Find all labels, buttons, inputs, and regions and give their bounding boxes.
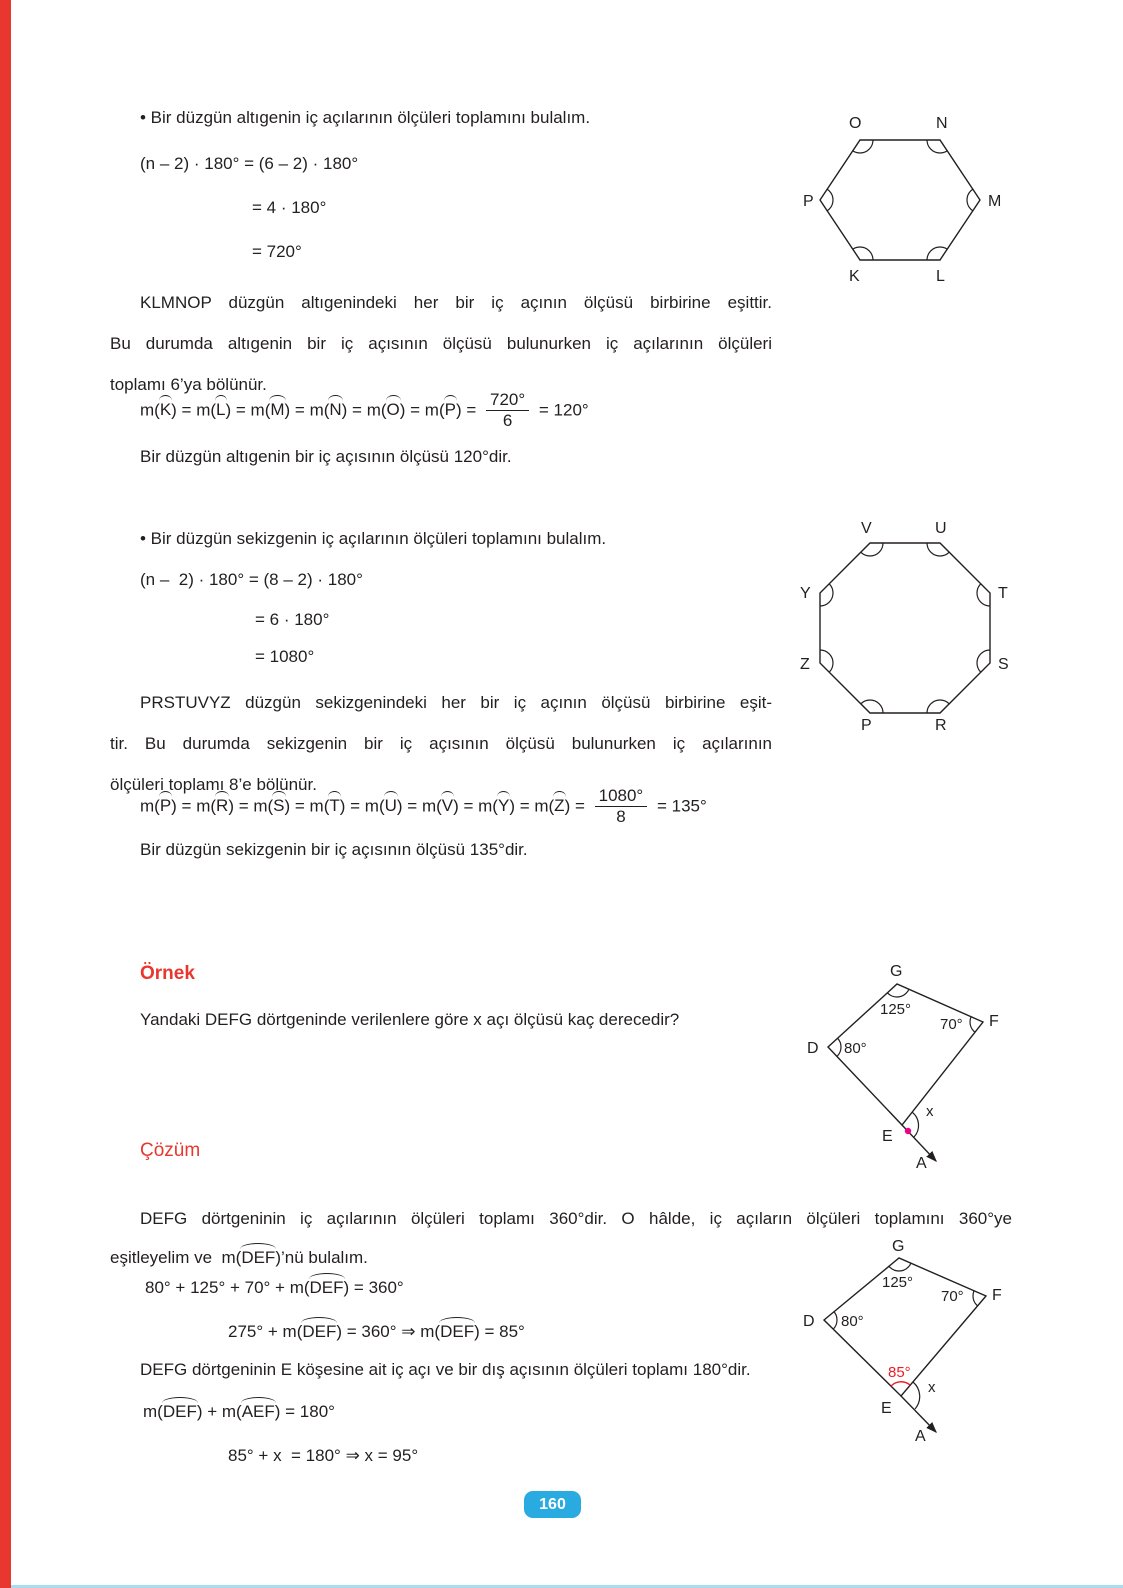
exterior-angle-arc-x [912,1112,919,1137]
quad-vertex-label-A: A [916,1155,927,1172]
point-marker-dot [905,1128,911,1134]
quad-vertex-label-F: F [992,1287,1002,1304]
hexagon-paragraph-line-2: Bu durumda altıgenin bir iç açısının ölçüsü bulunurken iç açılarının ölçüleri [110,334,772,353]
octagon-figure [798,518,1013,733]
hexagon-vertex-label-P: P [803,193,814,210]
octagon-paragraph-line-3: ölçüleri toplamı 8’e bölünür. [110,775,317,794]
solution-eq-3: m(DEF) + m(AEF) = 180° [143,1402,335,1421]
cozum-heading: Çözüm [140,1140,201,1161]
quad-vertex-label-E: E [882,1128,893,1145]
hexagon-shape [820,140,980,260]
hexagon-angle-formula: m(K) = m(L) = m(M) = m(N) = m(O) = m(P) = $\frac{720^\circ}{6}$ = 120° [140,390,589,431]
quad-vertex-label-G: G [892,1238,905,1255]
solution-eq-1: 80° + 125° + 70° + m(DEF) = 360° [145,1278,404,1297]
hexagon-paragraph-line-1: KLMNOP düzgün altıgenindeki her bir iç açının ölçüsü birbirine eşittir. [140,293,772,312]
hexagon-conclusion: Bir düzgün altıgenin bir iç açısının ölçüsü 120°dir. [140,447,512,466]
octagon-vertex-label-Y: Y [800,585,811,602]
angle-label-D: 80° [841,1313,864,1330]
octagon-paragraph-line-2: tir. Bu durumda sekizgenin bir iç açısının ölçüsü bulunurken iç açılarının [110,734,772,753]
hexagon-vertex-label-M: M [988,193,1002,210]
hexagon-bullet: • Bir düzgün altıgenin iç açılarının ölçüleri toplamını bulalım. [140,108,591,127]
hexagon-vertex-label-N: N [936,115,948,132]
hexagon-vertex-label-K: K [849,268,860,285]
hexagon-step-1: (n – 2) · 180° = (6 – 2) · 180° [140,154,359,173]
quad-vertex-label-D: D [803,1313,815,1330]
page-number-badge: 160 [524,1491,581,1518]
interior-angle-arc-85 [891,1382,910,1386]
octagon-bullet: • Bir düzgün sekizgenin iç açılarının ölçüleri toplamını bulalım. [140,529,607,548]
octagon-vertex-label-V: V [861,520,872,537]
angle-label-D: 80° [844,1040,867,1057]
angle-label-F: 70° [940,1016,963,1033]
angle-label-E-85: 85° [888,1364,911,1381]
example-figure [798,962,1013,1187]
hexagon-angle-arcs [807,127,993,273]
solution-paragraph-line-1: DEFG dörtgeninin iç açılarının ölçüleri toplamı 360°dir. O hâlde, iç açıların ölçüleri toplamını 360°ye [140,1209,1012,1228]
angle-label-F: 70° [941,1288,964,1305]
quad-vertex-label-G: G [890,963,903,980]
hexagon-step-3: = 720° [252,242,302,261]
solution-sentence: DEFG dörtgeninin E köşesine ait iç açı ve bir dış açısının ölçüleri toplamı 180°dir. [140,1360,751,1379]
octagon-step-1: (n – 2) · 180° = (8 – 2) · 180° [140,570,363,589]
exterior-angle-arc-x [913,1382,920,1409]
octagon-conclusion: Bir düzgün sekizgenin bir iç açısının ölçüsü 135°dir. [140,840,528,859]
solution-eq-4: 85° + x = 180° ⇒ x = 95° [228,1446,419,1465]
angle-label-G: 125° [880,1001,912,1018]
hexagon-step-2: = 4 · 180° [252,198,327,217]
hexagon-paragraph [110,282,772,405]
octagon-vertex-label-P: P [861,717,872,734]
solution-eq-2: 275° + m(DEF) = 360° ⇒ m(DEF) = 85° [228,1322,525,1341]
octagon-vertex-label-T: T [998,585,1008,602]
left-red-spine [0,0,11,1588]
hexagon-paragraph-line-3: toplamı 6’ya bölünür. [110,375,267,394]
angle-label-G: 125° [882,1274,914,1291]
hexagon-vertex-label-O: O [849,115,862,132]
example-question: Yandaki DEFG dörtgeninde verilenlere göre x açı ölçüsü kaç derecedir? [140,1010,680,1029]
angle-label-x: x [928,1379,936,1396]
octagon-paragraph-line-1: PRSTUVYZ düzgün sekizgenindeki her bir iç açının ölçüsü birbirine eşit- [140,693,772,712]
octagon-vertex-label-U: U [935,520,947,537]
octagon-vertex-label-R: R [935,717,947,734]
octagon-vertex-label-S: S [998,656,1009,673]
hexagon-figure [800,100,1010,295]
ornek-heading: Örnek [140,963,195,984]
hexagon-vertex-label-L: L [936,268,945,285]
solution-paragraph-line-2: eşitleyelim ve m(DEF)’nü bulalım. [110,1248,368,1267]
octagon-step-3: = 1080° [255,647,315,666]
quad-vertex-label-A: A [915,1428,926,1445]
octagon-angle-arcs [807,530,1003,726]
octagon-vertex-label-Z: Z [800,656,810,673]
octagon-step-2: = 6 · 180° [255,610,330,629]
octagon-shape [820,543,990,713]
solution-figure [798,1238,1013,1463]
octagon-angle-formula: m(P) = m(R) = m(S) = m(T) = m(U) = m(V) = m(Y) = m(Z) = $\frac{1080^\circ}{8}$ = 135° [140,786,707,827]
quad-vertex-label-E: E [881,1400,892,1417]
angle-label-x: x [926,1103,934,1120]
quad-vertex-label-F: F [989,1013,999,1030]
quad-vertex-label-D: D [807,1040,819,1057]
